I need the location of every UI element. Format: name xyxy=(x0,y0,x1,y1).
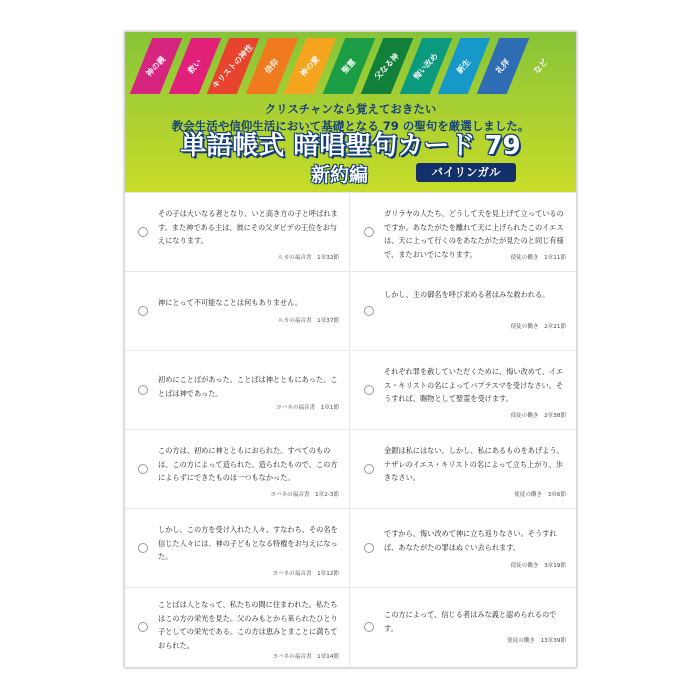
verse-text: ですから、悔い改めて神に立ち返りなさい。そうすれば、あなたがたの罪はぬぐい去られます。 xyxy=(384,529,557,552)
subtitle-line-2: 教会生活や信仰生活において基礎となる 79 の聖句を厳選しました。 xyxy=(171,119,530,133)
ring-hole-icon xyxy=(364,464,374,474)
verse-reference: 使徒の働き 3章19節 xyxy=(510,563,566,569)
verse-card[interactable] xyxy=(351,587,576,666)
category-label: 神の義 xyxy=(144,54,168,78)
verse-card[interactable] xyxy=(351,271,576,350)
verse-text: 金銀は私にはない。しかし、私にあるものをあげよう。ナザレのイエス・キリストの名によって立ち上がり、歩きなさい。 xyxy=(384,446,564,482)
ring-hole-icon xyxy=(138,306,148,316)
bilingual-badge: バイリンガル xyxy=(416,163,516,182)
category-label: 悔い改め xyxy=(411,51,440,81)
ring-hole-icon xyxy=(138,385,148,395)
card-grid xyxy=(125,192,576,667)
ring-hole-icon xyxy=(364,306,374,316)
verse-card[interactable] xyxy=(351,192,576,271)
verse-card[interactable] xyxy=(351,350,576,429)
verse-reference: 使徒の働き 1章11節 xyxy=(510,255,566,261)
verse-text: それぞれ罪を赦していただくために、悔い改めて、イエス・キリストの名によってバプテスマを受けなさい。そうすれば、賜物として聖霊を受けます。 xyxy=(384,367,564,403)
verse-text: 初めにことばがあった。ことばは神とともにあった。ことばは神であった。 xyxy=(158,375,338,398)
verse-card[interactable] xyxy=(351,508,576,587)
ring-hole-icon xyxy=(138,227,148,237)
verse-reference: 使徒の働き 13章39節 xyxy=(507,638,566,644)
verse-reference: ルカの福音書 1章32節 xyxy=(277,255,339,261)
ring-hole-icon xyxy=(364,543,374,553)
verse-card[interactable] xyxy=(125,350,350,429)
verse-text: この方によって、信じる者はみな義と認められるのです。 xyxy=(384,610,557,633)
verse-text: ことばは人となって、私たちの間に住まわれた。私たちはこの方の栄光を見た。父のみもとから来られたひとり子としての栄光である。この方は恵みとまことに満ちておられた。 xyxy=(158,600,338,650)
verse-reference: 使徒の働き 2章38節 xyxy=(510,413,566,419)
verse-card[interactable] xyxy=(351,429,576,508)
verse-reference: ヨハネの福音書 1章14節 xyxy=(272,654,339,660)
verse-card[interactable] xyxy=(125,508,350,587)
ring-hole-icon xyxy=(364,385,374,395)
category-label: など xyxy=(532,57,550,75)
subtitle-line-1: クリスチャンなら覚えておきたい xyxy=(264,102,437,116)
category-label: キリストの神性 xyxy=(210,42,256,90)
verse-text: その子は大いなる者となり、いと高き方の子と呼ばれます。また神である主は、彼にその父ダビデの王位をお与えになります。 xyxy=(158,209,338,245)
verse-text: ガリラヤの人たち、どうして天を見上げて立っているのですか。あなたがたを離れて天に上げられたこのイエスは、天に上って行くのをあなたがたが見たのと同じ有様で、またおいでになります。 xyxy=(384,209,564,259)
verse-card[interactable] xyxy=(125,587,350,666)
verse-card[interactable] xyxy=(125,192,350,271)
verse-reference: ヨハネの福音書 1章1節 xyxy=(275,405,339,411)
ring-hole-icon xyxy=(364,622,374,632)
ring-hole-icon xyxy=(364,227,374,237)
card-package xyxy=(124,31,577,668)
verse-text: この方は、初めに神とともにおられた。すべてのものは、この方によって造られた。造られたもので、この方によらずにできたものは一つもなかった。 xyxy=(158,446,338,482)
category-label: 信仰 xyxy=(262,57,281,75)
verse-card[interactable] xyxy=(125,429,350,508)
category-label: 聖霊 xyxy=(339,57,358,75)
category-label: 新生 xyxy=(455,57,473,75)
ring-hole-icon xyxy=(138,543,148,553)
category-label: 救い xyxy=(185,57,204,75)
edition-label: 新約編 xyxy=(311,164,369,186)
header-banner xyxy=(125,32,576,192)
ring-hole-icon xyxy=(138,464,148,474)
verse-reference: ヨハネの福音書 1章12節 xyxy=(272,571,339,577)
verse-reference: 使徒の働き 3章6節 xyxy=(514,492,566,498)
verse-card[interactable] xyxy=(125,271,350,350)
ring-hole-icon xyxy=(138,622,148,632)
verse-reference: ルカの福音書 1章37節 xyxy=(277,318,339,324)
category-strip xyxy=(125,32,576,92)
product-title: 単語帳式 暗唱聖句カード 79 xyxy=(180,131,521,161)
verse-text: しかし、主の御名を呼び求める者はみな救われる。 xyxy=(384,290,550,299)
category-label: 神の愛 xyxy=(298,54,322,78)
category-label: 父なる神 xyxy=(372,51,402,81)
category-label: 礼拝 xyxy=(493,57,512,75)
verse-text: しかし、この方を受け入れた人々、すなわち、その名を信じた人々には、神の子どもとなる特権をお与えになった。 xyxy=(158,525,338,561)
verse-text: 神にとって不可能なことは何もありません。 xyxy=(158,298,303,307)
verse-reference: 使徒の働き 2章21節 xyxy=(510,324,566,330)
verse-reference: ヨハネの福音書 1章2-3節 xyxy=(270,492,339,498)
